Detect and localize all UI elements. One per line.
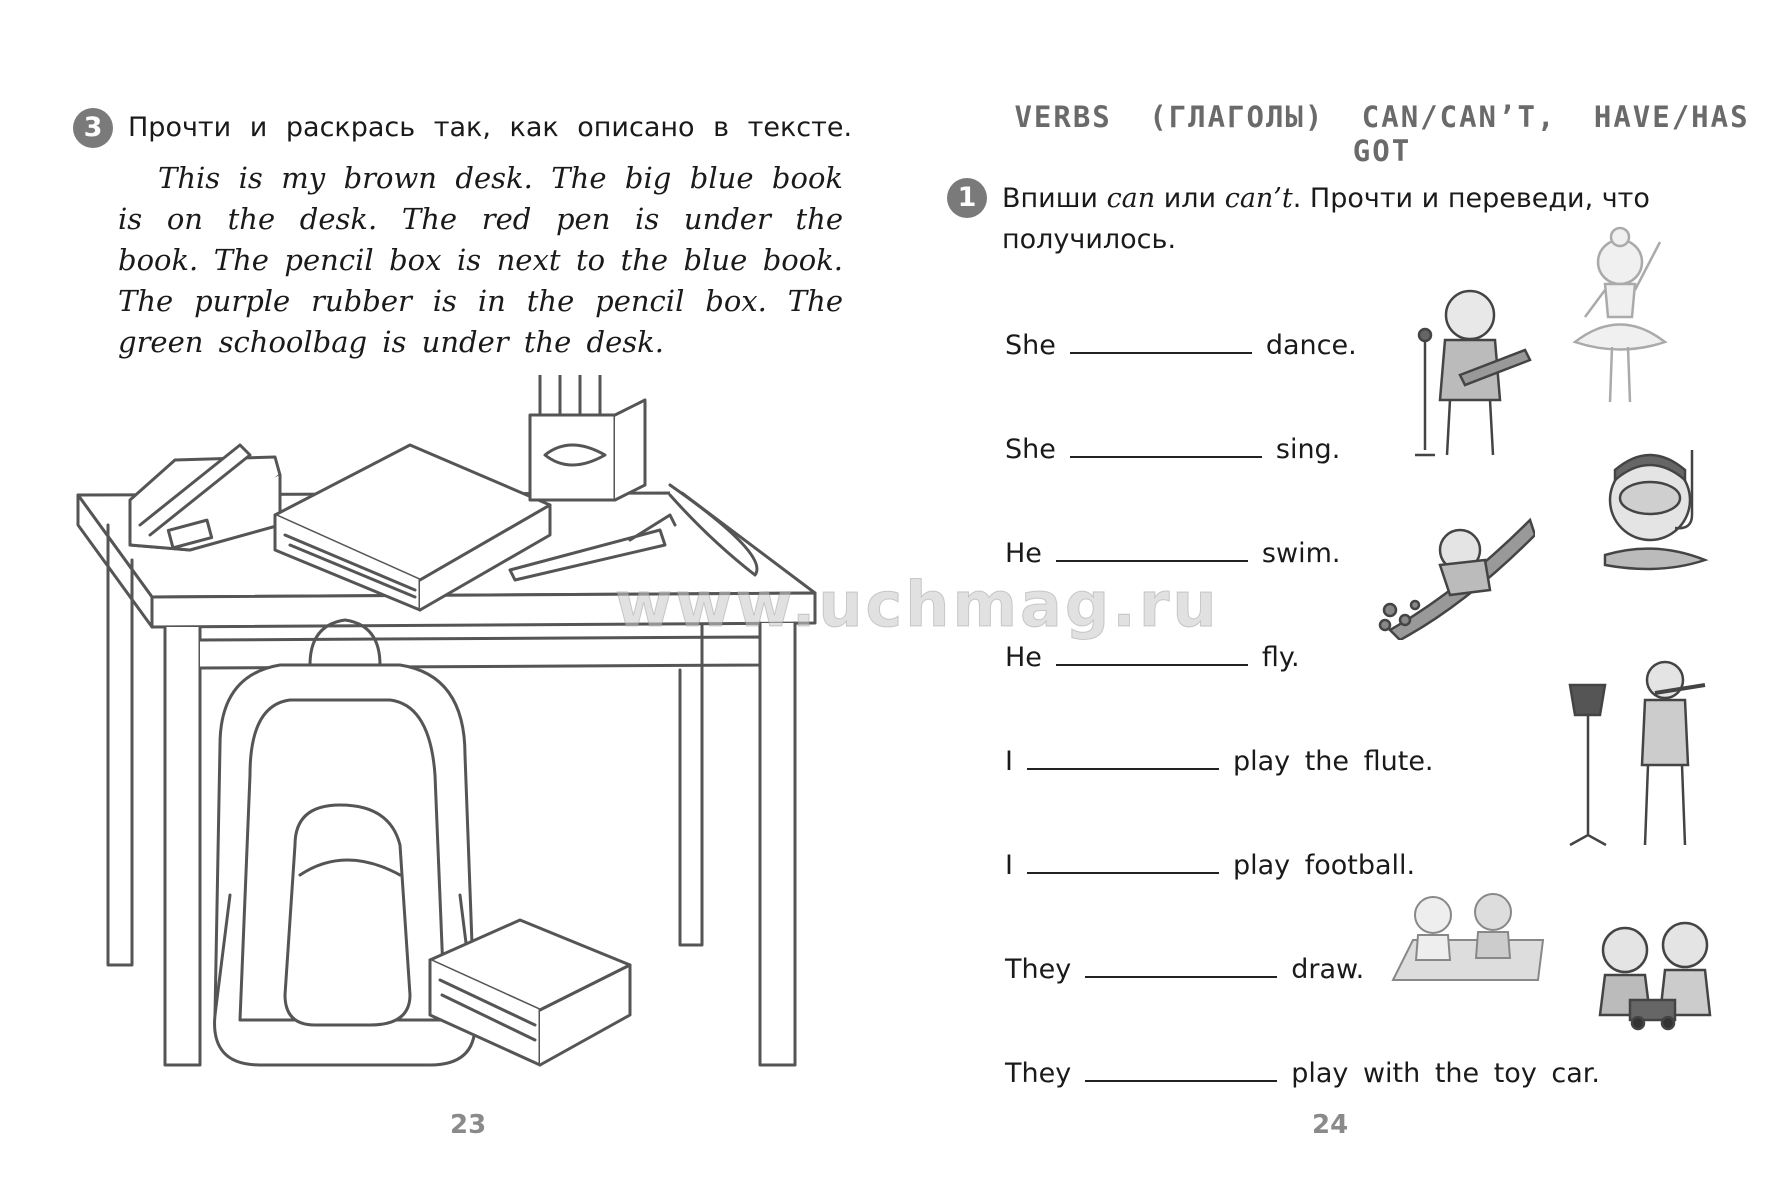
sentence-row (1005, 434, 1340, 465)
sentence-rest: swim. (1261, 538, 1341, 569)
exercise-number-badge: 3 (73, 108, 113, 148)
flute-boy-illustration (1560, 655, 1710, 855)
page-number-right: 24 (1312, 1110, 1349, 1140)
sentence-subject: They (1005, 954, 1072, 985)
answer-blank[interactable] (1070, 332, 1252, 354)
sentence-row (1005, 850, 1415, 881)
answer-blank[interactable] (1070, 436, 1262, 458)
sentence-subject: They (1005, 1058, 1072, 1089)
toy-car-kids-illustration (1590, 915, 1720, 1035)
sentence-subject: I (1005, 850, 1013, 881)
drawing-kids-illustration (1388, 890, 1548, 990)
singer-girl-illustration (1405, 280, 1535, 465)
desk-leg (760, 623, 795, 1065)
sentence-row (1005, 330, 1357, 361)
instruction-part: Впиши (1002, 183, 1107, 214)
sentence-subject: I (1005, 746, 1013, 777)
sentence-rest: play the flute. (1232, 746, 1434, 777)
sentence-subject: She (1005, 330, 1056, 361)
sentence-rest: fly. (1261, 642, 1300, 673)
sentence-row (1005, 642, 1300, 673)
exercise-number-badge: 1 (947, 178, 987, 218)
snorkel-boy-illustration (1600, 440, 1710, 580)
page-number-left: 23 (450, 1110, 487, 1140)
sentence-subject: She (1005, 434, 1056, 465)
answer-blank[interactable] (1085, 1060, 1277, 1082)
instruction-word-can: can (1106, 183, 1156, 214)
story-text (118, 158, 843, 363)
sentence-rest: play with the toy car. (1291, 1058, 1600, 1089)
answer-blank[interactable] (1056, 540, 1248, 562)
sentence-rest: sing. (1275, 434, 1341, 465)
instruction-part: . Прочти и переведи, что получилось. (1002, 183, 1650, 255)
ballerina-illustration (1560, 222, 1680, 407)
section-heading: VERBS (ГЛАГОЛЫ) CAN/CAN’T, HAVE/HAS GOT (1014, 100, 1750, 168)
exercise-instruction: Прочти и раскрась так, как описано в тексте. (128, 112, 853, 143)
sentence-rest: play football. (1232, 850, 1416, 881)
sentence-rest: dance. (1265, 330, 1357, 361)
sentence-row (1005, 1058, 1600, 1089)
answer-blank[interactable] (1085, 956, 1277, 978)
water-slide-boy-illustration (1370, 510, 1535, 640)
answer-blank[interactable] (1056, 644, 1248, 666)
instruction-part: или (1155, 183, 1225, 214)
story-paragraph: This is my brown desk. The big blue book is on the desk. The red pen is under the book. The pencil box is next to the blue book. The purple rubber is in the pencil box. The green schoolbag is under the desk. (118, 161, 843, 359)
sentence-subject: He (1005, 538, 1042, 569)
desk-illustration (70, 375, 830, 1095)
instruction-word-cant: can’t (1224, 183, 1293, 214)
sentence-row (1005, 538, 1340, 569)
sentence-rest: draw. (1291, 954, 1365, 985)
answer-blank[interactable] (1027, 852, 1219, 874)
sentence-subject: He (1005, 642, 1042, 673)
desk-leg (165, 627, 200, 1065)
answer-blank[interactable] (1027, 748, 1219, 770)
watermark: www.uchmag.ru (615, 568, 1220, 641)
sentence-row (1005, 746, 1434, 777)
sentence-row (1005, 954, 1364, 985)
